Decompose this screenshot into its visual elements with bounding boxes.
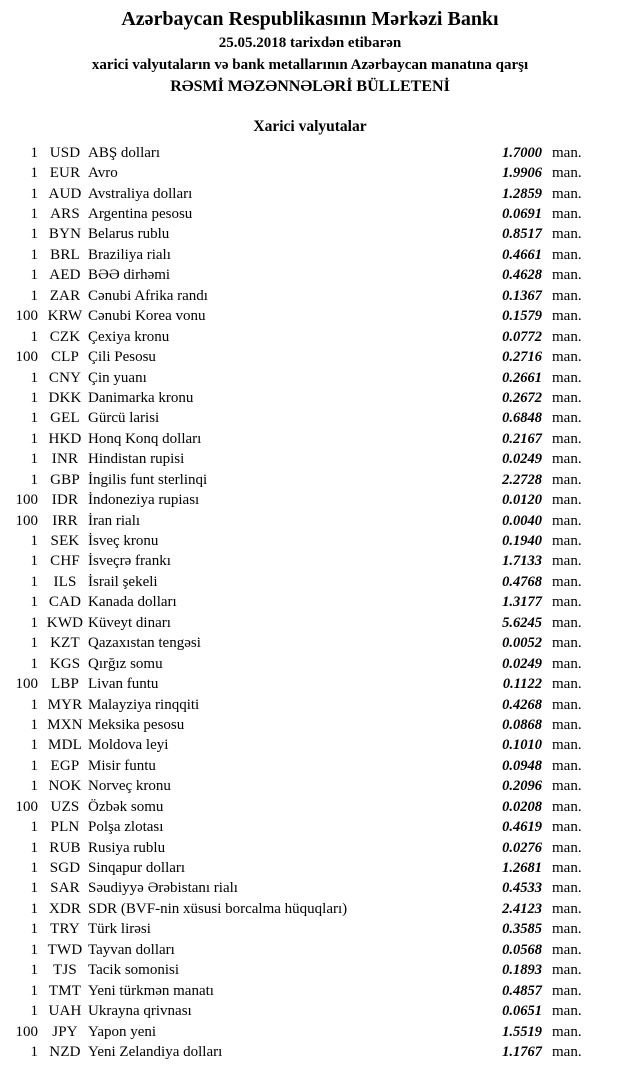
rate-unit-label: man. xyxy=(552,206,582,223)
currency-code: CLP xyxy=(50,349,80,366)
rate-row xyxy=(0,981,620,1001)
currency-code: DKK xyxy=(48,389,82,406)
rate-unit-label: man. xyxy=(552,941,582,958)
rate-row xyxy=(0,674,620,694)
rate-value: 0.0868 xyxy=(502,716,542,733)
rate-row xyxy=(0,184,620,204)
rate-value: 0.1940 xyxy=(502,533,542,550)
rate-row xyxy=(0,531,620,551)
currency-name: Qırğız somu xyxy=(88,655,163,672)
rate-row xyxy=(0,347,620,367)
rate-value: 1.7133 xyxy=(502,553,542,570)
rate-value: 0.2661 xyxy=(502,369,542,386)
rate-unit-label: man. xyxy=(552,144,582,161)
rate-value: 0.0772 xyxy=(502,328,542,345)
currency-name: Kanada dolları xyxy=(88,594,177,611)
currency-name: Qazaxıstan tengəsi xyxy=(88,635,201,652)
rate-unit-label: man. xyxy=(552,635,582,652)
rate-row xyxy=(0,1001,620,1021)
rate-row xyxy=(0,797,620,817)
currency-name: İran rialı xyxy=(88,512,141,529)
rate-value: 0.0249 xyxy=(502,451,542,468)
rate-row xyxy=(0,490,620,510)
rate-value: 0.0276 xyxy=(502,839,542,856)
currency-name: Honq Konq dolları xyxy=(88,430,202,447)
rate-value: 0.2096 xyxy=(502,778,542,795)
currency-name: Belarus rublu xyxy=(88,226,170,243)
currency-quantity: 1 xyxy=(30,328,38,345)
currency-code: PLN xyxy=(50,819,80,836)
currency-code: ZAR xyxy=(49,287,81,304)
currency-quantity: 100 xyxy=(15,1023,38,1040)
currency-code: BRL xyxy=(50,246,80,263)
rate-row xyxy=(0,920,620,940)
bank-title: Azərbaycan Respublikasının Mərkəzi Bankı xyxy=(121,8,499,30)
rate-row xyxy=(0,715,620,735)
currency-code: MYR xyxy=(47,696,83,713)
rate-row xyxy=(0,204,620,224)
currency-name: İsrail şekeli xyxy=(88,573,158,590)
currency-name: Argentina pesosu xyxy=(88,206,193,223)
rate-row xyxy=(0,593,620,613)
currency-name: Malayziya rinqqiti xyxy=(88,696,200,713)
currency-quantity: 1 xyxy=(30,860,38,877)
currency-name: Meksika pesosu xyxy=(88,716,185,733)
currency-quantity: 1 xyxy=(30,389,38,406)
rate-row xyxy=(0,695,620,715)
currency-code: AED xyxy=(49,267,81,284)
currency-name: Braziliya rialı xyxy=(88,246,171,263)
currency-quantity: 1 xyxy=(30,819,38,836)
currency-quantity: 1 xyxy=(30,962,38,979)
currency-quantity: 1 xyxy=(30,655,38,672)
rate-unit-label: man. xyxy=(552,880,582,897)
rate-value: 1.2681 xyxy=(502,860,542,877)
rate-row xyxy=(0,143,620,163)
currency-name: Avro xyxy=(88,165,118,182)
currency-code: SAR xyxy=(50,880,80,897)
currency-name: Danimarka kronu xyxy=(88,389,194,406)
rate-unit-label: man. xyxy=(552,410,582,427)
currency-name: Gürcü larisi xyxy=(88,410,160,427)
rate-row xyxy=(0,266,620,286)
rate-row xyxy=(0,307,620,327)
currency-quantity: 1 xyxy=(30,839,38,856)
currency-name: BƏƏ dirhəmi xyxy=(88,267,171,284)
currency-code: CZK xyxy=(49,328,81,345)
rate-row xyxy=(0,838,620,858)
rate-unit-label: man. xyxy=(552,533,582,550)
rate-value: 0.8517 xyxy=(502,226,542,243)
rate-unit-label: man. xyxy=(552,451,582,468)
currency-name: Ukrayna qrivnası xyxy=(88,1003,192,1020)
currency-quantity: 1 xyxy=(30,941,38,958)
currency-code: UAH xyxy=(48,1003,82,1020)
currency-code: CAD xyxy=(48,594,82,611)
currency-name: Çexiya kronu xyxy=(88,328,170,345)
rate-value: 1.9906 xyxy=(502,165,542,182)
exchange-rates-table xyxy=(0,143,620,1063)
currency-quantity: 1 xyxy=(30,635,38,652)
currency-name: Səudiyyə Ərəbistanı rialı xyxy=(88,880,238,897)
rate-unit-label: man. xyxy=(552,165,582,182)
rate-row xyxy=(0,613,620,633)
currency-quantity: 1 xyxy=(30,594,38,611)
rate-unit-label: man. xyxy=(552,778,582,795)
currency-name: Avstraliya dolları xyxy=(88,185,193,202)
currency-quantity: 100 xyxy=(15,349,38,366)
currency-name: Misir funtu xyxy=(88,757,156,774)
currency-name: Çili Pesosu xyxy=(88,349,156,366)
rate-unit-label: man. xyxy=(552,1023,582,1040)
rate-unit-label: man. xyxy=(552,860,582,877)
currency-quantity: 1 xyxy=(30,410,38,427)
rate-unit-label: man. xyxy=(552,185,582,202)
currency-name: Yapon yeni xyxy=(88,1023,157,1040)
currency-code: EGP xyxy=(50,757,80,774)
rate-value: 5.6245 xyxy=(502,614,542,631)
rate-row xyxy=(0,429,620,449)
rate-unit-label: man. xyxy=(552,921,582,938)
rate-row xyxy=(0,368,620,388)
currency-quantity: 1 xyxy=(30,369,38,386)
rate-value: 0.6848 xyxy=(502,410,542,427)
rate-row xyxy=(0,572,620,592)
currency-name: Polşa zlotası xyxy=(88,819,164,836)
currency-name: İsveç kronu xyxy=(88,533,159,550)
currency-name: Yeni türkmən manatı xyxy=(88,982,214,999)
rate-unit-label: man. xyxy=(552,594,582,611)
rate-row xyxy=(0,225,620,245)
rate-unit-label: man. xyxy=(552,573,582,590)
currency-quantity: 1 xyxy=(30,451,38,468)
currency-code: ILS xyxy=(53,573,77,590)
rate-value: 0.0120 xyxy=(502,492,542,509)
rate-row xyxy=(0,654,620,674)
currency-name: Çin yuanı xyxy=(88,369,147,386)
rate-unit-label: man. xyxy=(552,900,582,917)
rate-value: 0.2167 xyxy=(502,430,542,447)
rate-value: 0.4768 xyxy=(502,573,542,590)
rate-value: 0.4619 xyxy=(502,819,542,836)
rate-unit-label: man. xyxy=(552,716,582,733)
rate-unit-label: man. xyxy=(552,512,582,529)
rate-value: 0.4533 xyxy=(502,880,542,897)
rate-row xyxy=(0,634,620,654)
rate-row xyxy=(0,470,620,490)
currency-code: NOK xyxy=(48,778,82,795)
rate-value: 2.2728 xyxy=(502,471,542,488)
rate-value: 0.1367 xyxy=(502,287,542,304)
rate-row xyxy=(0,327,620,347)
currency-quantity: 1 xyxy=(30,553,38,570)
rate-row xyxy=(0,940,620,960)
currency-code: KRW xyxy=(47,308,83,325)
currency-name: Hindistan rupisi xyxy=(88,451,185,468)
currency-code: TRY xyxy=(50,921,80,938)
currency-code: INR xyxy=(51,451,79,468)
currency-code: JPY xyxy=(52,1023,78,1040)
currency-name: Özbək somu xyxy=(88,798,164,815)
currency-name: Tacik somonisi xyxy=(88,962,180,979)
currency-quantity: 1 xyxy=(30,737,38,754)
rate-row xyxy=(0,163,620,183)
rate-value: 0.0040 xyxy=(502,512,542,529)
rate-value: 0.0249 xyxy=(502,655,542,672)
currency-code: KGS xyxy=(49,655,81,672)
currency-quantity: 1 xyxy=(30,573,38,590)
currency-name: İsveçrə frankı xyxy=(88,553,171,570)
currency-name: Türk lirəsi xyxy=(88,921,151,938)
currency-code: KWD xyxy=(46,614,84,631)
rate-value: 0.2672 xyxy=(502,389,542,406)
currency-code: EUR xyxy=(49,165,81,182)
currency-name: Moldova leyi xyxy=(88,737,169,754)
rate-row xyxy=(0,858,620,878)
currency-quantity: 1 xyxy=(30,185,38,202)
rate-unit-label: man. xyxy=(552,430,582,447)
currency-code: HKD xyxy=(48,430,82,447)
currency-code: GEL xyxy=(50,410,80,427)
rate-row xyxy=(0,388,620,408)
currency-quantity: 1 xyxy=(30,716,38,733)
currency-code: ARS xyxy=(50,206,80,223)
currency-code: RUB xyxy=(49,839,81,856)
currency-name: Cənubi Afrika randı xyxy=(88,287,208,304)
rate-value: 0.0651 xyxy=(502,1003,542,1020)
rate-value: 0.1579 xyxy=(502,308,542,325)
currency-quantity: 1 xyxy=(30,533,38,550)
rate-value: 1.1767 xyxy=(502,1043,542,1060)
currency-code: TMT xyxy=(48,982,82,999)
rate-unit-label: man. xyxy=(552,655,582,672)
currency-name: Tayvan dolları xyxy=(88,941,175,958)
currency-code: CHF xyxy=(50,553,80,570)
rate-unit-label: man. xyxy=(552,962,582,979)
currency-code: IRR xyxy=(52,512,78,529)
rate-value: 0.4857 xyxy=(502,982,542,999)
rate-unit-label: man. xyxy=(552,982,582,999)
rate-row xyxy=(0,1042,620,1062)
rate-unit-label: man. xyxy=(552,369,582,386)
currency-quantity: 1 xyxy=(30,982,38,999)
rate-row xyxy=(0,961,620,981)
currency-name: Livan funtu xyxy=(88,676,159,693)
rate-value: 0.4661 xyxy=(502,246,542,263)
currency-quantity: 1 xyxy=(30,614,38,631)
rate-value: 2.4123 xyxy=(502,900,542,917)
currency-code: GBP xyxy=(50,471,80,488)
rate-row xyxy=(0,756,620,776)
currency-quantity: 100 xyxy=(15,512,38,529)
currency-name: Cənubi Korea vonu xyxy=(88,308,206,325)
currency-quantity: 100 xyxy=(15,676,38,693)
currency-name: Rusiya rublu xyxy=(88,839,166,856)
currency-quantity: 1 xyxy=(30,880,38,897)
rate-unit-label: man. xyxy=(552,226,582,243)
rate-row xyxy=(0,817,620,837)
effective-date-line: 25.05.2018 tarixdən etibarən xyxy=(218,35,402,51)
rate-unit-label: man. xyxy=(552,287,582,304)
currency-quantity: 1 xyxy=(30,1043,38,1060)
rate-row xyxy=(0,879,620,899)
currency-quantity: 1 xyxy=(30,1003,38,1020)
rate-value: 0.2716 xyxy=(502,349,542,366)
currency-quantity: 1 xyxy=(30,757,38,774)
currency-code: AUD xyxy=(48,185,82,202)
rate-value: 1.5519 xyxy=(502,1023,542,1040)
rate-unit-label: man. xyxy=(552,308,582,325)
rate-unit-label: man. xyxy=(552,389,582,406)
currency-quantity: 1 xyxy=(30,921,38,938)
rate-unit-label: man. xyxy=(552,696,582,713)
currency-quantity: 100 xyxy=(15,798,38,815)
rate-unit-label: man. xyxy=(552,328,582,345)
rate-unit-label: man. xyxy=(552,676,582,693)
currency-code: BYN xyxy=(48,226,82,243)
currency-quantity: 1 xyxy=(30,778,38,795)
currency-code: MXN xyxy=(47,716,83,733)
section-title-foreign-currencies: Xarici valyutalar xyxy=(253,118,367,135)
currency-name: Norveç kronu xyxy=(88,778,171,795)
currency-code: LBP xyxy=(50,676,80,693)
rate-row xyxy=(0,409,620,429)
currency-code: USD xyxy=(49,144,81,161)
rate-value: 0.1893 xyxy=(502,962,542,979)
rate-unit-label: man. xyxy=(552,267,582,284)
rate-value: 0.4628 xyxy=(502,267,542,284)
rate-value: 0.4268 xyxy=(502,696,542,713)
currency-code: XDR xyxy=(48,900,82,917)
currency-quantity: 1 xyxy=(30,900,38,917)
rate-unit-label: man. xyxy=(552,737,582,754)
rate-value: 0.0052 xyxy=(502,635,542,652)
currency-name: İngilis funt sterlinqi xyxy=(88,471,208,488)
rate-row xyxy=(0,552,620,572)
currency-quantity: 1 xyxy=(30,287,38,304)
currency-quantity: 1 xyxy=(30,471,38,488)
rate-row xyxy=(0,777,620,797)
rate-row xyxy=(0,736,620,756)
rate-unit-label: man. xyxy=(552,757,582,774)
rate-value: 0.1010 xyxy=(502,737,542,754)
bulletin-subtitle: xarici valyutaların və bank metallarının Azərbaycan manatına qarşı xyxy=(91,57,529,73)
rate-row xyxy=(0,899,620,919)
rate-value: 0.0568 xyxy=(502,941,542,958)
rate-row xyxy=(0,1022,620,1042)
currency-code: TWD xyxy=(47,941,83,958)
rate-unit-label: man. xyxy=(552,1003,582,1020)
rate-value: 1.3177 xyxy=(502,594,542,611)
rate-value: 0.0691 xyxy=(502,206,542,223)
rate-unit-label: man. xyxy=(552,492,582,509)
rate-row xyxy=(0,245,620,265)
rate-value: 0.0208 xyxy=(502,798,542,815)
currency-code: TJS xyxy=(53,962,77,979)
currency-quantity: 1 xyxy=(30,144,38,161)
rate-unit-label: man. xyxy=(552,471,582,488)
rate-unit-label: man. xyxy=(552,349,582,366)
currency-name: Küveyt dinarı xyxy=(88,614,171,631)
rate-row xyxy=(0,511,620,531)
rate-unit-label: man. xyxy=(552,1043,582,1060)
currency-code: CNY xyxy=(48,369,82,386)
rate-unit-label: man. xyxy=(552,819,582,836)
currency-quantity: 1 xyxy=(30,165,38,182)
currency-name: Sinqapur dolları xyxy=(88,860,186,877)
currency-name: İndoneziya rupiası xyxy=(88,492,200,509)
rate-unit-label: man. xyxy=(552,839,582,856)
rate-value: 1.7000 xyxy=(502,144,542,161)
rate-unit-label: man. xyxy=(552,614,582,631)
rate-unit-label: man. xyxy=(552,246,582,263)
currency-name: ABŞ dolları xyxy=(88,144,161,161)
currency-code: NZD xyxy=(49,1043,81,1060)
currency-quantity: 100 xyxy=(15,308,38,325)
rate-row xyxy=(0,450,620,470)
currency-code: SEK xyxy=(50,533,80,550)
bulletin-header xyxy=(0,6,620,98)
currency-name: SDR (BVF-nin xüsusi borcalma hüquqları) xyxy=(88,900,348,917)
currency-quantity: 1 xyxy=(30,206,38,223)
rate-row xyxy=(0,286,620,306)
currency-code: SGD xyxy=(49,860,81,877)
rate-unit-label: man. xyxy=(552,798,582,815)
currency-quantity: 1 xyxy=(30,267,38,284)
currency-quantity: 1 xyxy=(30,430,38,447)
rate-unit-label: man. xyxy=(552,553,582,570)
currency-quantity: 1 xyxy=(30,226,38,243)
currency-name: Yeni Zelandiya dolları xyxy=(88,1043,223,1060)
currency-quantity: 1 xyxy=(30,246,38,263)
rate-value: 1.2859 xyxy=(502,185,542,202)
currency-quantity: 1 xyxy=(30,696,38,713)
bulletin-title: RƏSMİ MƏZƏNNƏLƏRİ BÜLLETENİ xyxy=(170,78,450,95)
currency-code: UZS xyxy=(50,798,80,815)
rate-value: 0.0948 xyxy=(502,757,542,774)
rate-value: 0.3585 xyxy=(502,921,542,938)
currency-code: MDL xyxy=(48,737,82,754)
currency-code: IDR xyxy=(51,492,79,509)
currency-code: KZT xyxy=(50,635,80,652)
rate-value: 0.1122 xyxy=(502,676,542,693)
currency-quantity: 100 xyxy=(15,492,38,509)
